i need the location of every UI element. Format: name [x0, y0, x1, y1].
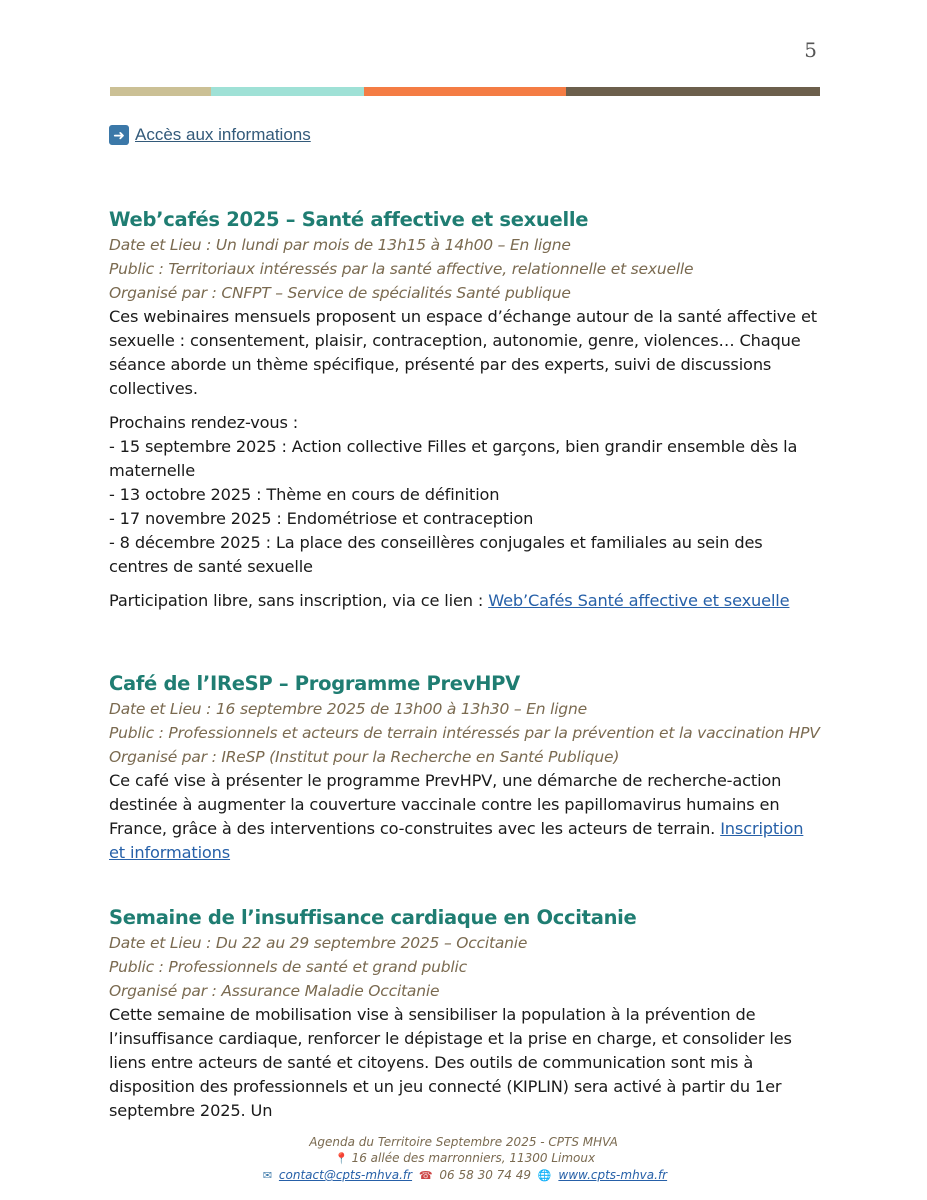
event-organizer: Organisé par : CNFPT – Service de spécialités Santé publique	[109, 284, 571, 302]
event-title: Semaine de l’insuffisance cardiaque en Occitanie	[109, 906, 637, 929]
footer-address: 16 allée des marronniers, 11300 Limoux	[351, 1151, 596, 1165]
phone-icon: ☎	[418, 1169, 433, 1182]
footer-email-link[interactable]: contact@cpts-mhva.fr	[278, 1168, 413, 1182]
access-info-row	[109, 125, 824, 145]
right-arrow-icon: ➜	[109, 125, 129, 145]
participation-text: Participation libre, sans inscription, via ce lien :	[109, 591, 489, 610]
upcoming-label: Prochains rendez-vous :	[109, 413, 299, 432]
page-footer	[0, 1134, 927, 1184]
event-public: Public : Professionnels et acteurs de terrain intéressés par la prévention et la vaccination HPV	[109, 724, 820, 742]
participation-paragraph	[109, 589, 824, 613]
upcoming-item: - 8 décembre 2025 : La place des conseillères conjugales et familiales au sein des centres de santé sexuelle	[109, 533, 763, 576]
event-description-paragraph	[109, 769, 824, 865]
registration-link[interactable]: Inscription et informations	[109, 819, 804, 862]
upcoming-item: - 17 novembre 2025 : Endométriose et contraception	[109, 509, 534, 528]
globe-icon: 🌐	[537, 1169, 552, 1182]
footer-address-row	[0, 1150, 927, 1167]
webcafes-link[interactable]: Web’Cafés Santé affective et sexuelle	[488, 591, 790, 610]
email-icon: ✉	[262, 1169, 273, 1182]
access-info-link[interactable]: Accès aux informations	[135, 125, 311, 144]
color-bar-segment	[566, 87, 820, 96]
event-date: Date et Lieu : 16 septembre 2025 de 13h00 à 13h30 – En ligne	[109, 700, 587, 718]
event-heart-failure-week	[109, 905, 824, 1123]
color-bar-segment	[110, 87, 211, 96]
page-number: 5	[804, 38, 817, 62]
event-date: Date et Lieu : Un lundi par mois de 13h15 à 14h00 – En ligne	[109, 236, 571, 254]
event-title: Café de l’IReSP – Programme PrevHPV	[109, 672, 520, 695]
event-public: Public : Professionnels de santé et grand public	[109, 958, 467, 976]
event-public: Public : Territoriaux intéressés par la santé affective, relationnelle et sexuelle	[109, 260, 694, 278]
footer-contact-row	[0, 1167, 927, 1184]
color-bar-segment	[364, 87, 566, 96]
event-cafe-iresp	[109, 671, 824, 865]
event-webcafes	[109, 207, 824, 613]
event-organizer: Organisé par : IReSP (Institut pour la Recherche en Santé Publique)	[109, 748, 620, 766]
event-organizer: Organisé par : Assurance Maladie Occitanie	[109, 982, 440, 1000]
event-date: Date et Lieu : Du 22 au 29 septembre 2025 – Occitanie	[109, 934, 528, 952]
event-description: Ces webinaires mensuels proposent un espace d’échange autour de la santé affective et sexuelle : consentement, plaisir, contraception, autonomie, genre, violences… Chaque séance aborde un thème spécifique, présenté par des experts, suivi de discussions collectives.	[109, 307, 817, 398]
main-content	[109, 125, 824, 1123]
location-pin-icon: 📍	[334, 1152, 349, 1165]
footer-phone: 06 58 30 74 49	[439, 1168, 532, 1182]
event-description: Cette semaine de mobilisation vise à sensibiliser la population à la prévention de l’insuffisance cardiaque, renforcer le dépistage et la prise en charge, et consolider les liens entre acteurs de santé et citoyens. Des outils de communication sont mis à disposition des professionnels et un jeu connecté (KIPLIN) sera activé à partir du 1er septembre 2025. Un	[109, 1005, 792, 1120]
footer-website-link[interactable]: www.cpts-mhva.fr	[558, 1168, 668, 1182]
upcoming-item: - 13 octobre 2025 : Thème en cours de définition	[109, 485, 500, 504]
upcoming-item: - 15 septembre 2025 : Action collective Filles et garçons, bien grandir ensemble dès la maternelle	[109, 437, 798, 480]
header-color-bar	[110, 87, 820, 96]
event-description: Ce café vise à présenter le programme PrevHPV, une démarche de recherche-action destinée à augmenter la couverture vaccinale contre les papillomavirus humains en France, grâce à des interventions co-construites avec les acteurs de terrain.	[109, 771, 782, 838]
event-title: Web’cafés 2025 – Santé affective et sexuelle	[109, 208, 589, 231]
color-bar-segment	[211, 87, 364, 96]
footer-title: Agenda du Territoire Septembre 2025 - CPTS MHVA	[309, 1135, 618, 1149]
